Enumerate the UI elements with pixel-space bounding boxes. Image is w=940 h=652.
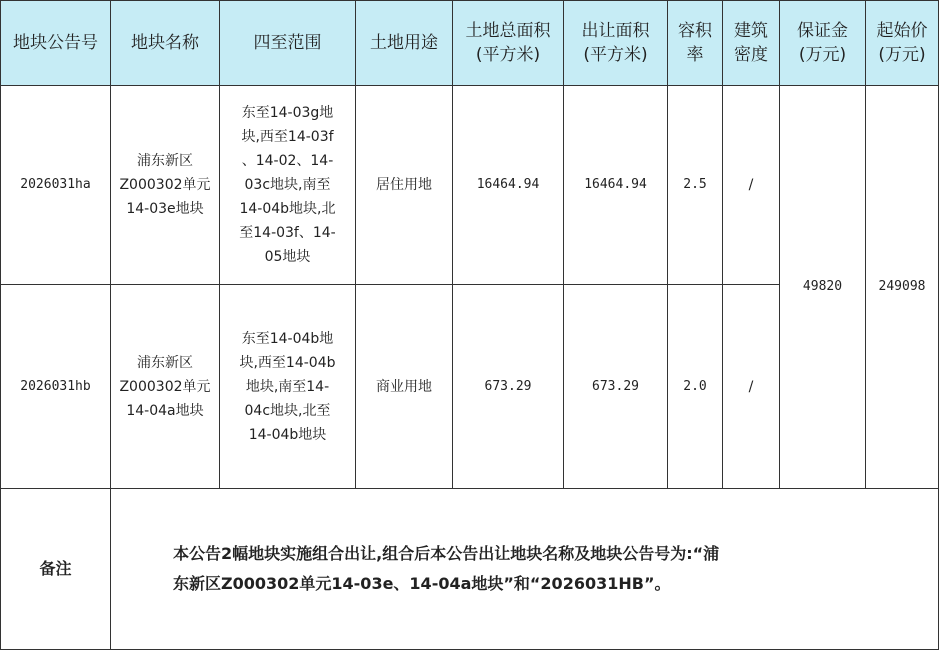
header-density-l1: 建筑 bbox=[734, 21, 768, 41]
note-label: 备注 bbox=[1, 489, 111, 650]
header-start-price bbox=[866, 1, 939, 86]
boundary-line: 、14-02、14- bbox=[241, 153, 334, 169]
note-line: 东新区Z000302单元14-03e、14-04a地块”和“2026031HB”。 bbox=[173, 574, 671, 593]
total-area-cell: 673.29 bbox=[453, 285, 564, 489]
note-line: 本公告2幅地块实施组合出让,组合后本公告出让地块名称及地块公告号为:“浦 bbox=[173, 544, 720, 563]
density-cell: / bbox=[723, 86, 780, 285]
land-use-cell: 居住用地 bbox=[356, 86, 453, 285]
header-deposit bbox=[780, 1, 866, 86]
note-text bbox=[111, 489, 939, 650]
header-total-area bbox=[453, 1, 564, 86]
header-density-l2: 密度 bbox=[734, 45, 768, 65]
header-boundary-label: 四至范围 bbox=[253, 33, 322, 53]
header-parcel-no-label: 地块公告号 bbox=[13, 33, 98, 53]
header-deposit-l1: 保证金 bbox=[797, 21, 848, 41]
land-use-cell: 商业用地 bbox=[356, 285, 453, 489]
header-transfer-area-l1: 出让面积 bbox=[581, 21, 650, 41]
table-row bbox=[1, 86, 939, 285]
header-far-l2: 率 bbox=[686, 45, 704, 65]
parcel-no-cell: 2026031ha bbox=[1, 86, 111, 285]
header-far-l1: 容积 bbox=[678, 21, 712, 41]
note-row bbox=[1, 489, 939, 650]
boundary-line: 块,西至14-03f bbox=[241, 129, 334, 145]
header-transfer-area-l2: (平方米) bbox=[583, 45, 648, 65]
start-price-cell: 249098 bbox=[866, 86, 939, 489]
boundary-line: 14-04b地块,北 bbox=[239, 201, 336, 217]
header-transfer-area bbox=[564, 1, 668, 86]
boundary-line: 04c地块,北至 bbox=[244, 402, 331, 419]
header-boundary bbox=[220, 1, 356, 86]
parcel-name-line: 浦东新区 bbox=[137, 354, 193, 371]
header-start-price-l2: (万元) bbox=[878, 45, 926, 65]
parcel-name-cell bbox=[111, 285, 220, 489]
header-land-use bbox=[356, 1, 453, 86]
boundary-line: 至14-03f、14- bbox=[239, 225, 336, 241]
boundary-cell bbox=[220, 86, 356, 285]
boundary-line: 地块,南至14- bbox=[245, 378, 330, 395]
total-area-cell: 16464.94 bbox=[453, 86, 564, 285]
boundary-line: 东至14-04b地 bbox=[241, 330, 334, 347]
header-density bbox=[723, 1, 780, 86]
deposit-cell: 49820 bbox=[780, 86, 866, 489]
boundary-line: 05地块 bbox=[264, 249, 311, 265]
boundary-line: 东至14-03g地 bbox=[241, 105, 334, 121]
header-parcel-name bbox=[111, 1, 220, 86]
header-land-use-label: 土地用途 bbox=[370, 33, 438, 53]
boundary-line: 03c地块,南至 bbox=[244, 177, 331, 193]
header-row bbox=[1, 1, 939, 86]
boundary-line: 块,西至14-04b bbox=[239, 354, 336, 371]
header-parcel-name-label: 地块名称 bbox=[131, 33, 199, 53]
header-parcel-no bbox=[1, 1, 111, 86]
parcel-name-line: 14-03e地块 bbox=[126, 201, 204, 217]
header-total-area-l1: 土地总面积 bbox=[465, 21, 551, 41]
far-cell: 2.5 bbox=[668, 86, 723, 285]
parcel-name-line: Z000302单元 bbox=[119, 177, 211, 193]
header-far bbox=[668, 1, 723, 86]
parcel-name-line: 14-04a地块 bbox=[126, 402, 204, 419]
header-deposit-l2: (万元) bbox=[798, 45, 847, 65]
transfer-area-cell: 673.29 bbox=[564, 285, 668, 489]
header-total-area-l2: (平方米) bbox=[475, 45, 541, 65]
far-cell: 2.0 bbox=[668, 285, 723, 489]
parcel-no-cell: 2026031hb bbox=[1, 285, 111, 489]
boundary-line: 14-04b地块 bbox=[248, 426, 327, 443]
parcel-name-line: Z000302单元 bbox=[119, 378, 211, 395]
parcel-name-cell bbox=[111, 86, 220, 285]
header-start-price-l1: 起始价 bbox=[876, 21, 928, 41]
transfer-area-cell: 16464.94 bbox=[564, 86, 668, 285]
density-cell: / bbox=[723, 285, 780, 489]
boundary-cell bbox=[220, 285, 356, 489]
parcel-name-line: 浦东新区 bbox=[137, 153, 193, 169]
